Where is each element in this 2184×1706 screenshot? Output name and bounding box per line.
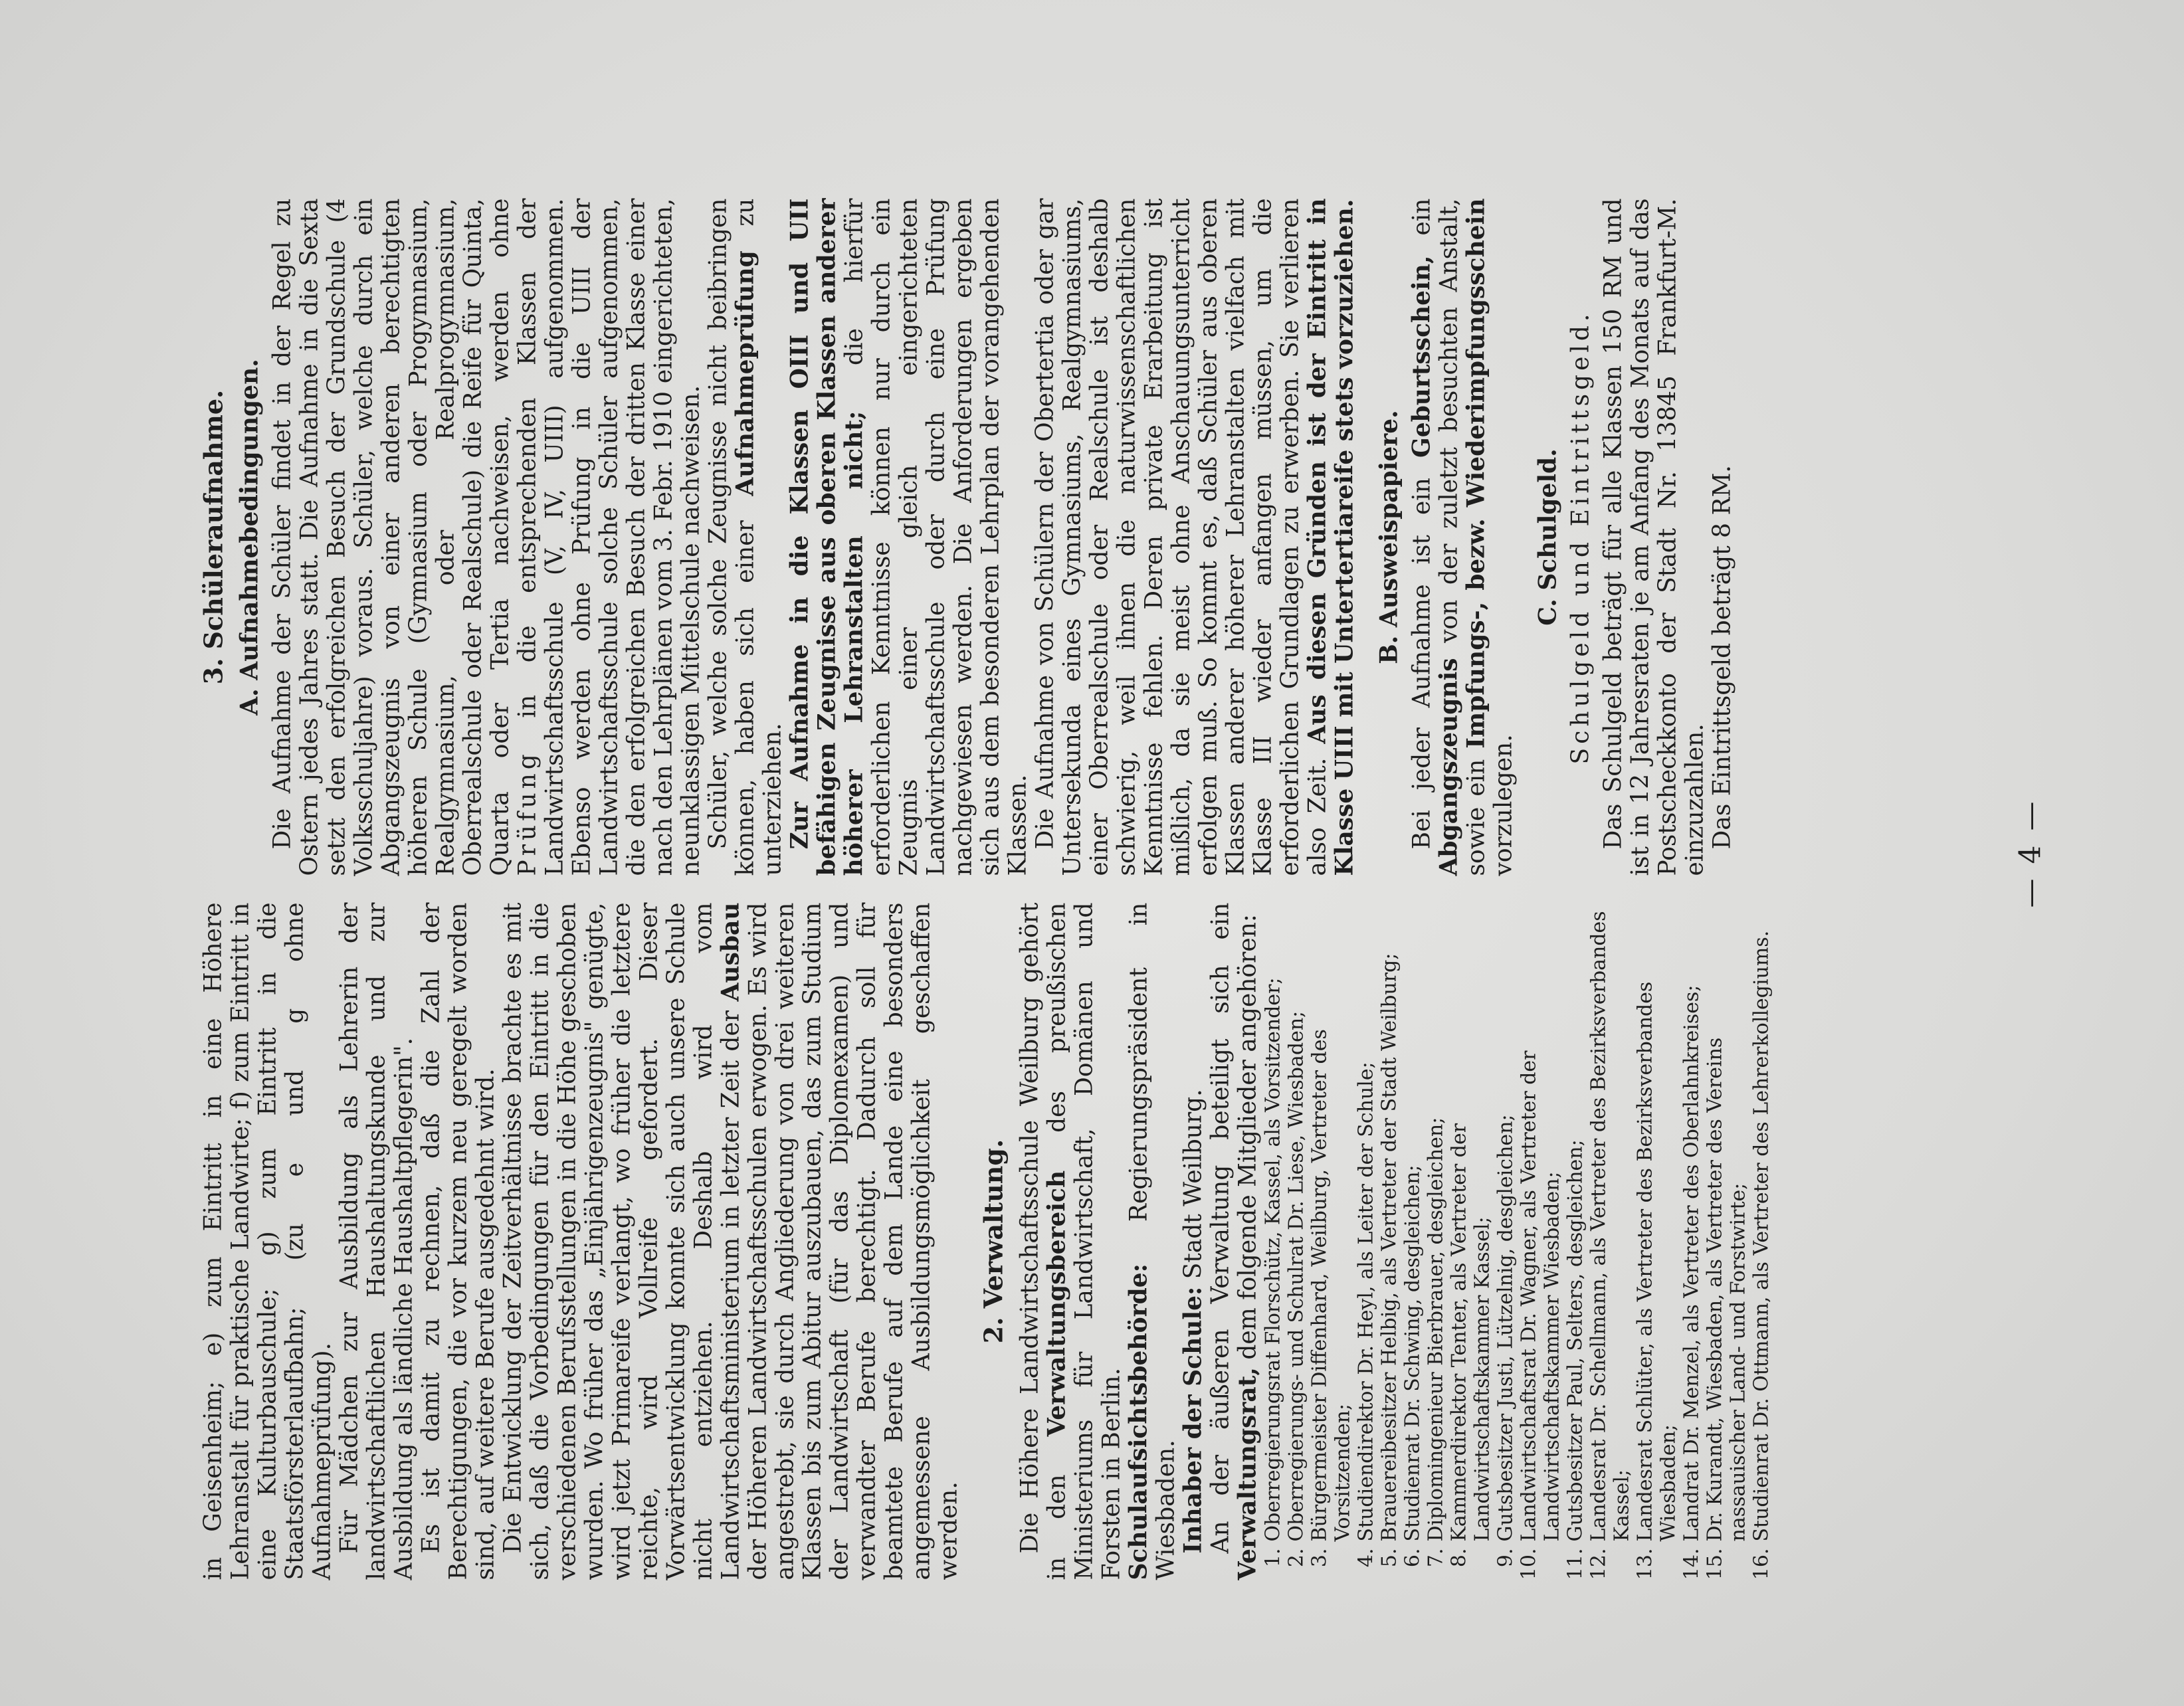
list-item [1401, 902, 1424, 1580]
bold-text: Aus diesen Gründen ist der Eintritt in Klasse UIII mit Untertertiareife stets vorzuziehen. [1303, 197, 1358, 876]
paragraph: Das Eintrittsgeld beträgt 8 RM. [1708, 464, 1736, 849]
text: zu unterziehen. [732, 198, 786, 876]
item-number: 16. [1749, 1548, 1773, 1580]
bold-text: Geburtsschein, [1407, 255, 1435, 458]
item-text: Gutsbesitzer Justi, Lützelnig, desgleichen; [1494, 1113, 1517, 1541]
bold-text: Abgangszeugnis [1435, 657, 1462, 876]
item-text: Brauereibesitzer Helbig, als Vertreter der Stadt Weilburg; [1377, 953, 1401, 1541]
subheading-schulgeld-eintrittsgeld: Schulgeld und Eintrittsgeld. [1567, 310, 1594, 764]
paragraph: Für Mädchen zur Ausbildung als Lehrerin der landwirtschaftlichen Haushaltungskunde und zur Ausbildung als ländliche Haushaltpflegerin". [336, 902, 417, 1580]
item-text: Landwirtschaftsrat Dr. Wagner, als Vertreter der Landwirtschaftskammer Wiesbaden; [1517, 1050, 1563, 1541]
item-text: Kammerdirektor Tenter, als Vertreter der Landwirtschaftskammer Kassel; [1447, 1123, 1494, 1541]
list-item [1587, 902, 1633, 1580]
item-text: Landrat Dr. Menzel, als Vertreter des Oberlahnkreises; [1680, 984, 1703, 1541]
text: Schüler, welche solche Zeugnisse nicht beibringen können, haben sich einer [704, 198, 759, 876]
text: Die Entwicklung der Zeitverhältnisse brachte es mit sich, daß die Vorbedingungen für den Eintritt in die verschiedenen Berufsstellungen in die Höhe geschoben wurden. Wo früher das „Einjährigenzeugnis" genügte, wird jetzt Primareife verlangt, wo früher die letztere reichte, wird Vollreife gefordert. Dieser Vorwärtsentwicklung konnte sich auch unsere Schule nicht entziehen. Deshalb wird vom Landwirtschaftsministerium in letzter Zeit der [499, 902, 744, 1580]
section-heading-schueleraufnahme: 3. Schüleraufnahme. [198, 389, 228, 684]
item-number: 7. [1424, 1548, 1447, 1567]
item-number: 4. [1354, 1548, 1377, 1567]
subheading-schulgeld: C. Schulgeld. [1534, 448, 1561, 626]
subheading-ausweispapiere [1375, 198, 1403, 876]
text: der Höheren Landwirtschaftsschulen erwogen. Es wird angestrebt, sie durch Angliederung von drei weiteren Klassen bis zum Abitur auszubauen, das zum Studium der Landwirtschaft (für das Diplomexamen) und verwandter Berufe berechtigt. Dadurch soll für beamtete Berufe auf dem Lande eine besonders angemessene Ausbildungsmöglichkeit geschaffen werden. [744, 902, 962, 1580]
paragraph [268, 198, 704, 876]
bold-text: Verwaltungsrat, [1233, 1367, 1261, 1580]
item-text: Bürgermeister Diffenhard, Weilburg, Vertreter des Vorsitzenden; [1308, 1028, 1354, 1541]
text: des preußischen Ministeriums für Landwirtschaft, Domänen und Forsten in Berlin. [1043, 902, 1125, 1580]
paragraph [1016, 902, 1125, 1580]
spaced-text: Prüfung [514, 749, 541, 876]
item-number: 3. [1308, 1548, 1331, 1567]
paragraph: Es ist damit zu rechnen, daß die Zahl der Berechtigungen, die vor kurzem neu geregelt worden sind, auf weitere Berufe ausgedehnt wird. [417, 902, 499, 1580]
paragraph: Das Schulgeld beträgt für alle Klassen 150 RM und ist in 12 Jahresraten je am Anfang des Monats auf das Postscheckkonto der Stadt Nr. 13845 Frankfurt-M. einzuzahlen. [1599, 198, 1708, 876]
text: dem folgende Mitglieder angehören: [1234, 913, 1261, 1360]
bold-text: Ausbau [716, 901, 744, 1002]
item-number: 5. [1377, 1548, 1401, 1567]
list-item [1563, 902, 1587, 1580]
item-text: Oberregierungsrat Florschütz, Kassel, als Vorsitzender; [1261, 977, 1284, 1541]
item-number: 13. [1633, 1548, 1656, 1580]
right-column [199, 198, 1736, 876]
text: von der zuletzt besuchten Anstalt, sowie ein [1435, 198, 1490, 876]
list-item [1680, 902, 1703, 1580]
paragraph [1207, 902, 1261, 1580]
text: ein [1408, 198, 1435, 236]
text: Die Aufnahme der Schüler findet in der Regel zu Ostern jedes Jahres statt. Die Aufnahme in die Sexta setzt den erfolgreichen Besuch der Grundschule (4 Volksschuljahre) voraus. Schüler, welche durch ein Abgangszeugnis von einer anderen berechtigten höheren Schule (Gymnasium oder Progymnasium, Realgymnasium, oder Realprogymnasium, Oberrealschule oder Realschule) die Reife für Quinta, Quarta oder Tertia nachweisen, werden ohne [268, 198, 514, 876]
list-item [1261, 902, 1284, 1580]
list-item [1424, 902, 1447, 1580]
text: Die Höhere Landwirtschaftsschule Weilburg gehört in den [1016, 902, 1070, 1580]
paragraph: in Geisenheim; e) zum Eintritt in eine Höhere Lehranstalt für praktische Landwirte; f) zum Eintritt in eine Kulturbauschule; g) zum Eintritt in die Staatsförsterlaufbahn; (zu e und g ohne Aufnahmeprüfung). [199, 902, 336, 1580]
item-text: Landesrat Dr. Schellmann, als Vertreter des Bezirksverbandes Kassel; [1587, 910, 1633, 1541]
bold-text: Zur Aufnahme in die Klassen OIII und UII befähigen Zeugnisse aus oberen Klassen anderer höherer Lehranstalten nicht; [785, 198, 868, 876]
list-item [1633, 902, 1680, 1580]
item-text: Gutsbesitzer Paul, Selters, desgleichen; [1563, 1139, 1587, 1541]
paragraph [786, 198, 1031, 876]
list-item [1447, 902, 1494, 1580]
paragraph [1179, 902, 1207, 1580]
text: in die entsprechenden Klassen der Landwirtschaftsschule (V, IV, UIII) aufgenommen. Ebenso werden ohne Prüfung in die UIII der Landwirtschaftsschule solche Schüler aufgenommen, die den erfolgreichen Besuch der dritten Klasse einer nach den Lehrplänen vom 3. Febr. 1910 eingerichteten, neunklassigen Mittelschule nachweisen. [514, 198, 704, 876]
text: vorzulegen. [1490, 733, 1517, 876]
bold-text: Verwaltungsbereich [1042, 1170, 1070, 1436]
item-text: Studienrat Dr. Ottmann, als Vertreter des Lehrerkollegiums. [1749, 930, 1773, 1541]
item-text: Diplomingenieur Bierbrauer, desgleichen; [1424, 1117, 1447, 1541]
item-number: 6. [1401, 1548, 1424, 1567]
item-text: Studienrat Dr. Schwing, desgleichen; [1401, 1164, 1424, 1541]
item-number: 12. [1587, 1548, 1610, 1580]
list-item [1377, 902, 1401, 1580]
subheading-aufnahmebedingungen: A. Aufnahmebedingungen. [235, 358, 263, 715]
text: die hierfür erforderlichen Kenntnisse können nur durch ein Zeugnis einer gleich eingerichteten Landwirtschaftsschule oder durch eine Prüfung nachgewiesen werden. Die Anforderungen ergeben sich aus dem besonderen Lehrplan der vorangehenden Klassen. [841, 198, 1031, 876]
paragraph [1031, 198, 1358, 876]
list-item [1308, 902, 1354, 1580]
page-number: — 4 — [2013, 799, 2047, 907]
item-number: 10. [1517, 1548, 1540, 1580]
list-item [1517, 902, 1563, 1580]
text: Bei jeder Aufnahme ist ein [1408, 477, 1435, 849]
item-number: 8. [1447, 1548, 1470, 1567]
item-number: 14. [1680, 1548, 1703, 1580]
item-text: Studiendirektor Dr. Heyl, als Leiter der Schule; [1354, 1061, 1377, 1541]
bold-text: Schulaufsichtsbehörde: [1124, 1263, 1152, 1580]
item-text: Oberregierungs- und Schulrat Dr. Liese, Wiesbaden; [1284, 1010, 1308, 1541]
text: An der äußeren Verwaltung beteiligt sich ein [1207, 902, 1234, 1553]
list-item [1494, 902, 1517, 1580]
item-number: 11. [1563, 1548, 1587, 1580]
text: Stadt Weilburg. [1179, 1088, 1207, 1279]
member-list [1261, 902, 1773, 1580]
item-number: 15. [1703, 1548, 1726, 1580]
paragraph [1125, 902, 1179, 1580]
paragraph [704, 198, 786, 876]
paragraph [1408, 198, 1517, 876]
list-item [1749, 902, 1773, 1580]
bold-text: Impfungs-, bezw. Wiederimpfungsschein [1462, 198, 1490, 749]
item-text: Dr. Kurandt, Wiesbaden, als Vertreter des Vereins nassauischer Land- und Forstwirte; [1703, 1037, 1749, 1541]
bold-text: Inhaber der Schule: [1179, 1286, 1207, 1553]
item-number: 1. [1261, 1548, 1284, 1567]
bold-text: B. Ausweispapiere. [1375, 409, 1403, 664]
list-item [1354, 902, 1377, 1580]
list-item [1703, 902, 1749, 1580]
bold-text: Aufnahmeprüfung [731, 250, 759, 496]
section-heading-verwaltung: 2. Verwaltung. [978, 1139, 1008, 1343]
left-column [199, 902, 1773, 1580]
item-number: 2. [1284, 1548, 1308, 1567]
list-item [1284, 902, 1308, 1580]
text: Regierungspräsident in Wiesbaden. [1125, 902, 1179, 1580]
paragraph [499, 902, 962, 1580]
item-text: Landesrat Schlüter, als Vertreter des Bezirksverbandes Wiesbaden; [1633, 981, 1680, 1541]
text: Die Aufnahme von Schülern der Obertertia oder gar Untersekunda eines Gymnasiums, Realgymnasiums, einer Oberrealschule oder Realschule ist deshalb schwierig, weil ihnen die naturwissenschaftlichen Kenntnisse fehlen. Deren private Erarbeitung ist mißlich, da sie meist ohne Anschauungsunterricht erfolgen muß. So kommt es, daß Schüler aus oberen Klassen anderer höherer Lehranstalten vielfach mit Klasse III wieder anfangen müssen, um die erforderlichen Grundlagen zu erwerben. Sie verlieren also Zeit. [1031, 198, 1331, 876]
item-number: 9. [1494, 1548, 1517, 1567]
